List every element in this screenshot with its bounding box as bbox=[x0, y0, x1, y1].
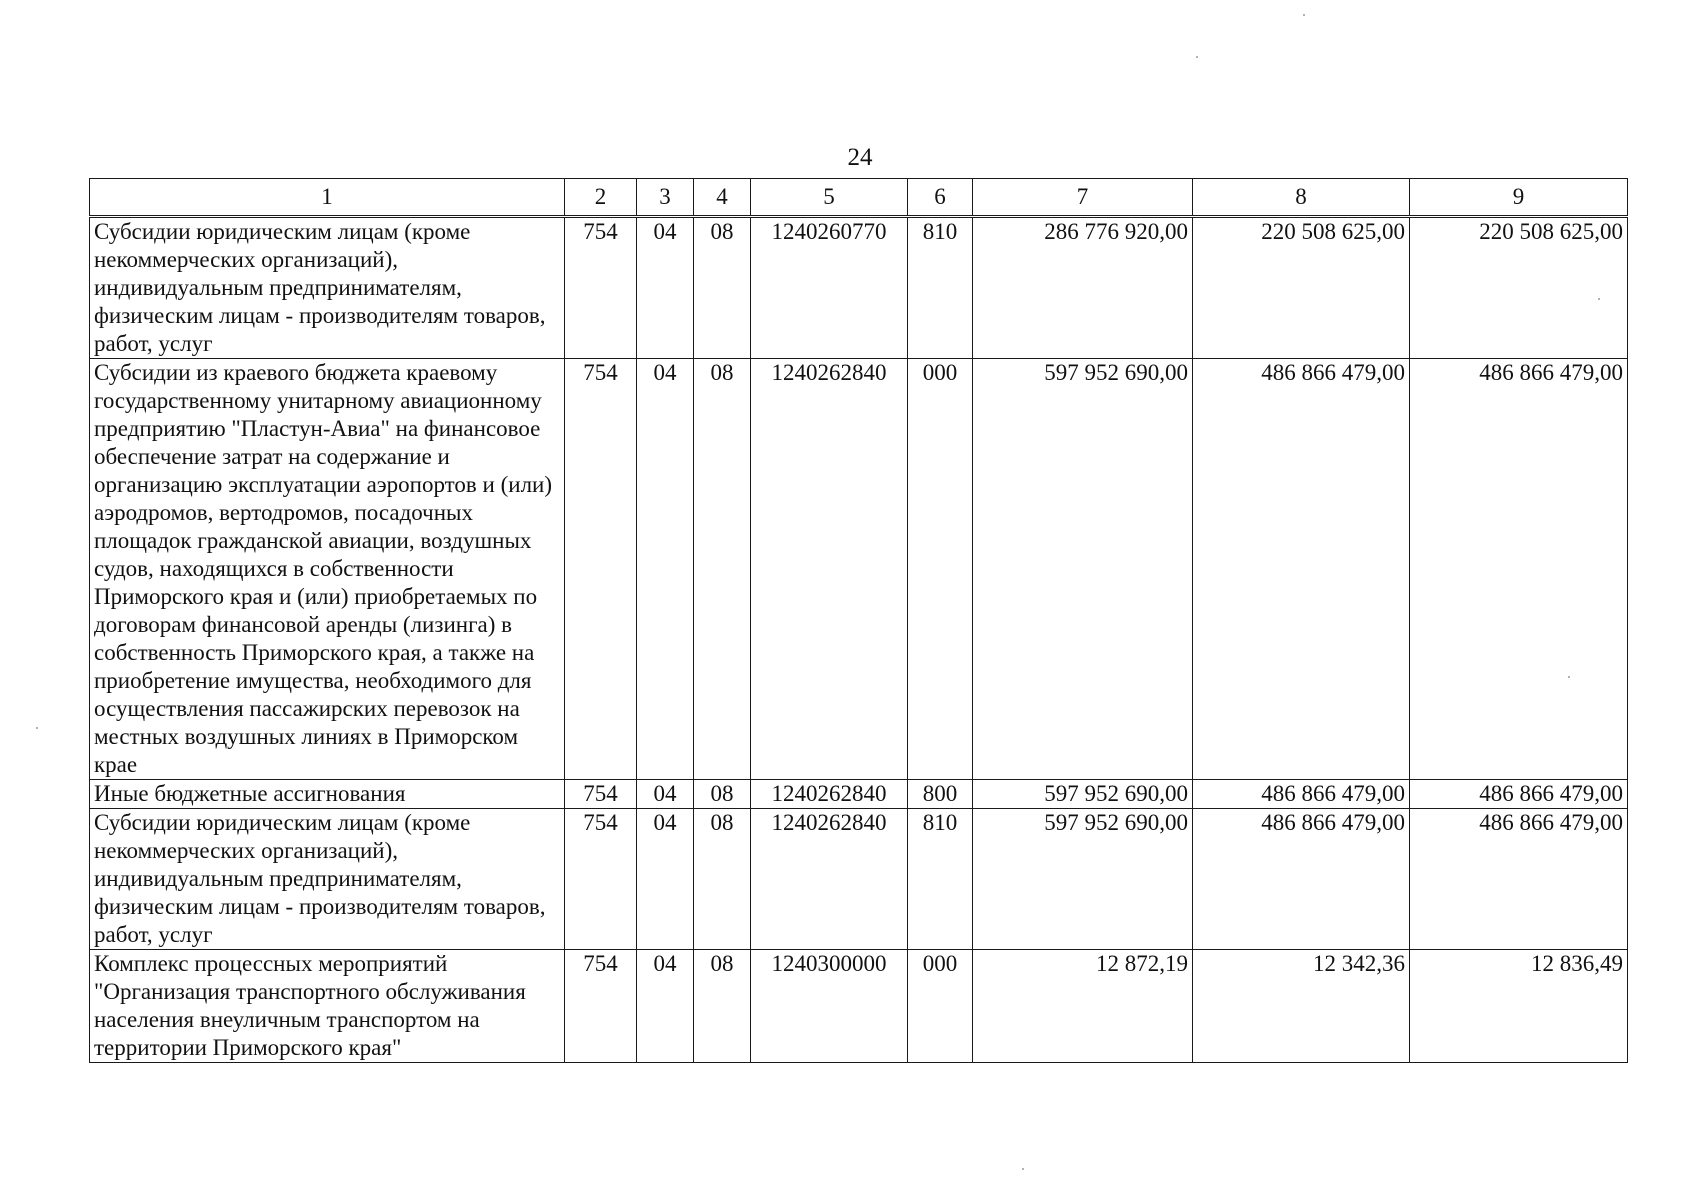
budget-table bbox=[89, 178, 1628, 1063]
amount-col9: 12 836,49 bbox=[1410, 950, 1628, 1063]
table-row bbox=[90, 359, 1628, 780]
amount-col9: 220 508 625,00 bbox=[1410, 217, 1628, 359]
table-row bbox=[90, 780, 1628, 809]
column-header: 8 bbox=[1193, 179, 1410, 217]
scan-speck bbox=[1196, 56, 1198, 58]
expense-type-code: 000 bbox=[908, 359, 973, 780]
column-header: 5 bbox=[751, 179, 908, 217]
column-header: 4 bbox=[694, 179, 751, 217]
ministry-code: 754 bbox=[565, 780, 637, 809]
table-row bbox=[90, 809, 1628, 950]
amount-col7: 597 952 690,00 bbox=[973, 809, 1193, 950]
section-code: 04 bbox=[637, 809, 694, 950]
scan-speck bbox=[1598, 298, 1600, 300]
section-code: 04 bbox=[637, 950, 694, 1063]
scan-speck bbox=[1568, 676, 1570, 678]
expense-type-code: 810 bbox=[908, 809, 973, 950]
header-row bbox=[90, 179, 1628, 217]
amount-col7: 286 776 920,00 bbox=[973, 217, 1193, 359]
page-number: 24 bbox=[847, 144, 873, 171]
amount-col9: 486 866 479,00 bbox=[1410, 809, 1628, 950]
row-name: Субсидии юридическим лицам (кроме некоммерческих организаций), индивидуальным предпринимателям, физическим лицам - производителям товаров, работ, услуг bbox=[90, 217, 565, 359]
amount-col7: 12 872,19 bbox=[973, 950, 1193, 1063]
expense-type-code: 810 bbox=[908, 217, 973, 359]
expense-type-code: 000 bbox=[908, 950, 973, 1063]
column-header: 1 bbox=[90, 179, 565, 217]
amount-col8: 486 866 479,00 bbox=[1193, 359, 1410, 780]
column-header: 2 bbox=[565, 179, 637, 217]
ministry-code: 754 bbox=[565, 359, 637, 780]
scan-speck bbox=[1022, 1168, 1024, 1170]
row-name: Комплекс процессных мероприятий "Организация транспортного обслуживания населения внеуличным транспортом на территории Приморского края" bbox=[90, 950, 565, 1063]
target-article-code: 1240260770 bbox=[751, 217, 908, 359]
ministry-code: 754 bbox=[565, 217, 637, 359]
subsection-code: 08 bbox=[694, 950, 751, 1063]
amount-col8: 486 866 479,00 bbox=[1193, 809, 1410, 950]
column-header: 9 bbox=[1410, 179, 1628, 217]
column-header: 3 bbox=[637, 179, 694, 217]
amount-col9: 486 866 479,00 bbox=[1410, 359, 1628, 780]
scan-speck bbox=[36, 727, 38, 729]
subsection-code: 08 bbox=[694, 217, 751, 359]
subsection-code: 08 bbox=[694, 809, 751, 950]
amount-col8: 220 508 625,00 bbox=[1193, 217, 1410, 359]
row-name: Субсидии из краевого бюджета краевому государственному унитарному авиационному предприятию "Пластун-Авиа" на финансовое обеспечение затрат на содержание и организацию эксплуатации аэропортов и (или) аэродромов, вертодромов, посадочных площадок гражданской авиации, воздушных судов, находящихся в собственности Приморского края и (или) приобретаемых по договорам финансовой аренды (лизинга) в собственность Приморского края, а также на приобретение имущества, необходимого для осуществления пассажирских перевозок на местных воздушных линиях в Приморском крае bbox=[90, 359, 565, 780]
amount-col8: 486 866 479,00 bbox=[1193, 780, 1410, 809]
scan-speck bbox=[1303, 14, 1305, 16]
table-row bbox=[90, 217, 1628, 359]
section-code: 04 bbox=[637, 217, 694, 359]
section-code: 04 bbox=[637, 359, 694, 780]
ministry-code: 754 bbox=[565, 809, 637, 950]
target-article-code: 1240300000 bbox=[751, 950, 908, 1063]
column-header: 6 bbox=[908, 179, 973, 217]
subsection-code: 08 bbox=[694, 359, 751, 780]
section-code: 04 bbox=[637, 780, 694, 809]
amount-col7: 597 952 690,00 bbox=[973, 780, 1193, 809]
column-header: 7 bbox=[973, 179, 1193, 217]
row-name: Субсидии юридическим лицам (кроме некоммерческих организаций), индивидуальным предпринимателям, физическим лицам - производителям товаров, работ, услуг bbox=[90, 809, 565, 950]
table-row bbox=[90, 950, 1628, 1063]
amount-col8: 12 342,36 bbox=[1193, 950, 1410, 1063]
amount-col9: 486 866 479,00 bbox=[1410, 780, 1628, 809]
amount-col7: 597 952 690,00 bbox=[973, 359, 1193, 780]
row-name: Иные бюджетные ассигнования bbox=[90, 780, 565, 809]
target-article-code: 1240262840 bbox=[751, 780, 908, 809]
target-article-code: 1240262840 bbox=[751, 809, 908, 950]
subsection-code: 08 bbox=[694, 780, 751, 809]
ministry-code: 754 bbox=[565, 950, 637, 1063]
target-article-code: 1240262840 bbox=[751, 359, 908, 780]
expense-type-code: 800 bbox=[908, 780, 973, 809]
